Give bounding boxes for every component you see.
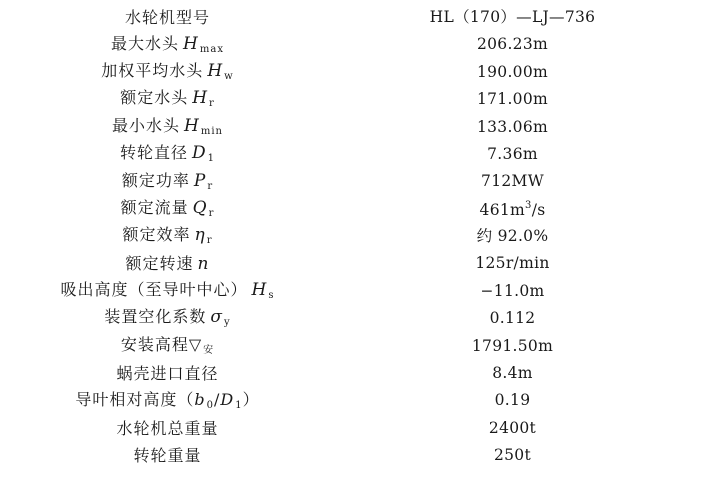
param-subscript: r	[207, 180, 214, 192]
table-row	[0, 86, 714, 113]
table-row	[0, 333, 714, 360]
table-row	[0, 415, 714, 442]
table-row	[0, 31, 714, 58]
param-value: 约 92.0%	[476, 227, 549, 246]
param-slash: /	[214, 389, 221, 409]
value-superscript: 3	[525, 199, 532, 211]
param-symbol: H	[192, 88, 209, 109]
param-close-paren: ）	[242, 389, 260, 409]
turbine-spec-table	[0, 4, 714, 470]
param-subscript: 1	[207, 153, 216, 165]
param-value: 8.4m	[492, 364, 533, 383]
param-subscript: w	[224, 70, 234, 82]
table-row	[0, 114, 714, 141]
param-name: 加权平均水头	[101, 60, 204, 80]
table-row	[0, 4, 714, 31]
table-row	[0, 387, 714, 414]
param-symbol: H	[207, 60, 224, 81]
value-tail: /s	[531, 200, 546, 219]
param-label	[0, 253, 335, 274]
param-name: 最大水头	[111, 33, 180, 53]
param-label	[0, 90, 335, 109]
param-name: 额定转速	[125, 253, 194, 273]
param-label	[0, 197, 335, 219]
param-subscript: min	[200, 125, 223, 137]
param-name: 水轮机型号	[124, 7, 210, 27]
param-value: 712MW	[481, 172, 544, 191]
param-symbol: H	[251, 280, 268, 301]
param-label	[0, 309, 335, 328]
param-name: 导叶相对高度（	[75, 389, 195, 409]
param-symbol: D	[192, 143, 207, 164]
param-subscript: r	[209, 98, 215, 110]
table-row	[0, 360, 714, 387]
param-subscript: max	[199, 43, 224, 55]
param-symbol: n	[197, 253, 210, 274]
param-label	[0, 33, 335, 55]
table-row	[0, 442, 714, 469]
param-label	[0, 389, 335, 411]
param-value: 206.23m	[476, 35, 549, 54]
table-row	[0, 305, 714, 332]
param-value	[345, 201, 680, 219]
param-subscript: r	[208, 207, 215, 219]
param-name: 吸出高度（至导叶中心）	[60, 280, 248, 300]
param-name: 最小水头	[112, 115, 181, 135]
param-name: 水轮机总重量	[116, 418, 219, 438]
param-symbol: H	[183, 33, 199, 54]
param-symbol: Q	[192, 197, 208, 218]
param-name: 转轮直径	[119, 143, 188, 163]
table-row	[0, 168, 714, 195]
param-symbol: H	[184, 115, 200, 136]
param-name: 装置空化系数	[104, 307, 207, 327]
param-name: 额定功率	[121, 170, 190, 190]
param-subscript: 0	[206, 399, 215, 411]
param-subscript-2: 1	[235, 399, 243, 411]
param-label	[0, 418, 335, 438]
table-row	[0, 278, 714, 305]
table-row	[0, 141, 714, 168]
param-value: 133.06m	[476, 117, 549, 136]
param-name: 蜗壳进口直径	[116, 363, 219, 383]
param-name: 转轮重量	[133, 445, 202, 465]
param-subscript: y	[223, 317, 231, 329]
param-symbol-2: D	[220, 389, 235, 409]
param-name: 额定效率	[122, 225, 191, 245]
table-row	[0, 196, 714, 223]
param-value: 190.00m	[476, 62, 549, 81]
value-main: 461m	[479, 200, 526, 219]
param-subscript: r	[206, 235, 213, 247]
param-label	[0, 363, 335, 383]
param-symbol: σ	[210, 307, 223, 328]
param-name: 额定水头	[120, 88, 189, 108]
param-label	[0, 170, 335, 192]
param-name: 安装高程▽	[120, 334, 203, 354]
param-value: 1791.50m	[471, 336, 554, 355]
param-label	[0, 227, 335, 246]
param-label	[0, 282, 335, 301]
table-row	[0, 59, 714, 86]
param-value: 2400t	[488, 418, 537, 437]
param-label	[0, 334, 335, 356]
param-value: 125r/min	[475, 254, 550, 273]
param-symbol: b	[194, 389, 206, 409]
param-value: HL（170）—LJ—736	[429, 7, 596, 26]
param-value: 171.00m	[476, 90, 549, 109]
param-name: 额定流量	[120, 197, 189, 217]
param-value: 250t	[493, 446, 531, 465]
param-subscript: 安	[203, 344, 215, 356]
table-row	[0, 251, 714, 278]
param-symbol: η	[194, 225, 206, 246]
param-label	[0, 145, 335, 164]
param-value: −11.0m	[480, 281, 545, 300]
param-value: 0.112	[489, 309, 536, 328]
param-label	[0, 7, 335, 27]
table-row	[0, 223, 714, 250]
param-subscript: s	[268, 290, 275, 302]
param-label	[0, 115, 335, 137]
param-value: 7.36m	[487, 144, 538, 163]
param-symbol: P	[193, 170, 207, 191]
param-value: 0.19	[494, 391, 531, 410]
param-label	[0, 60, 335, 82]
param-label	[0, 445, 335, 465]
